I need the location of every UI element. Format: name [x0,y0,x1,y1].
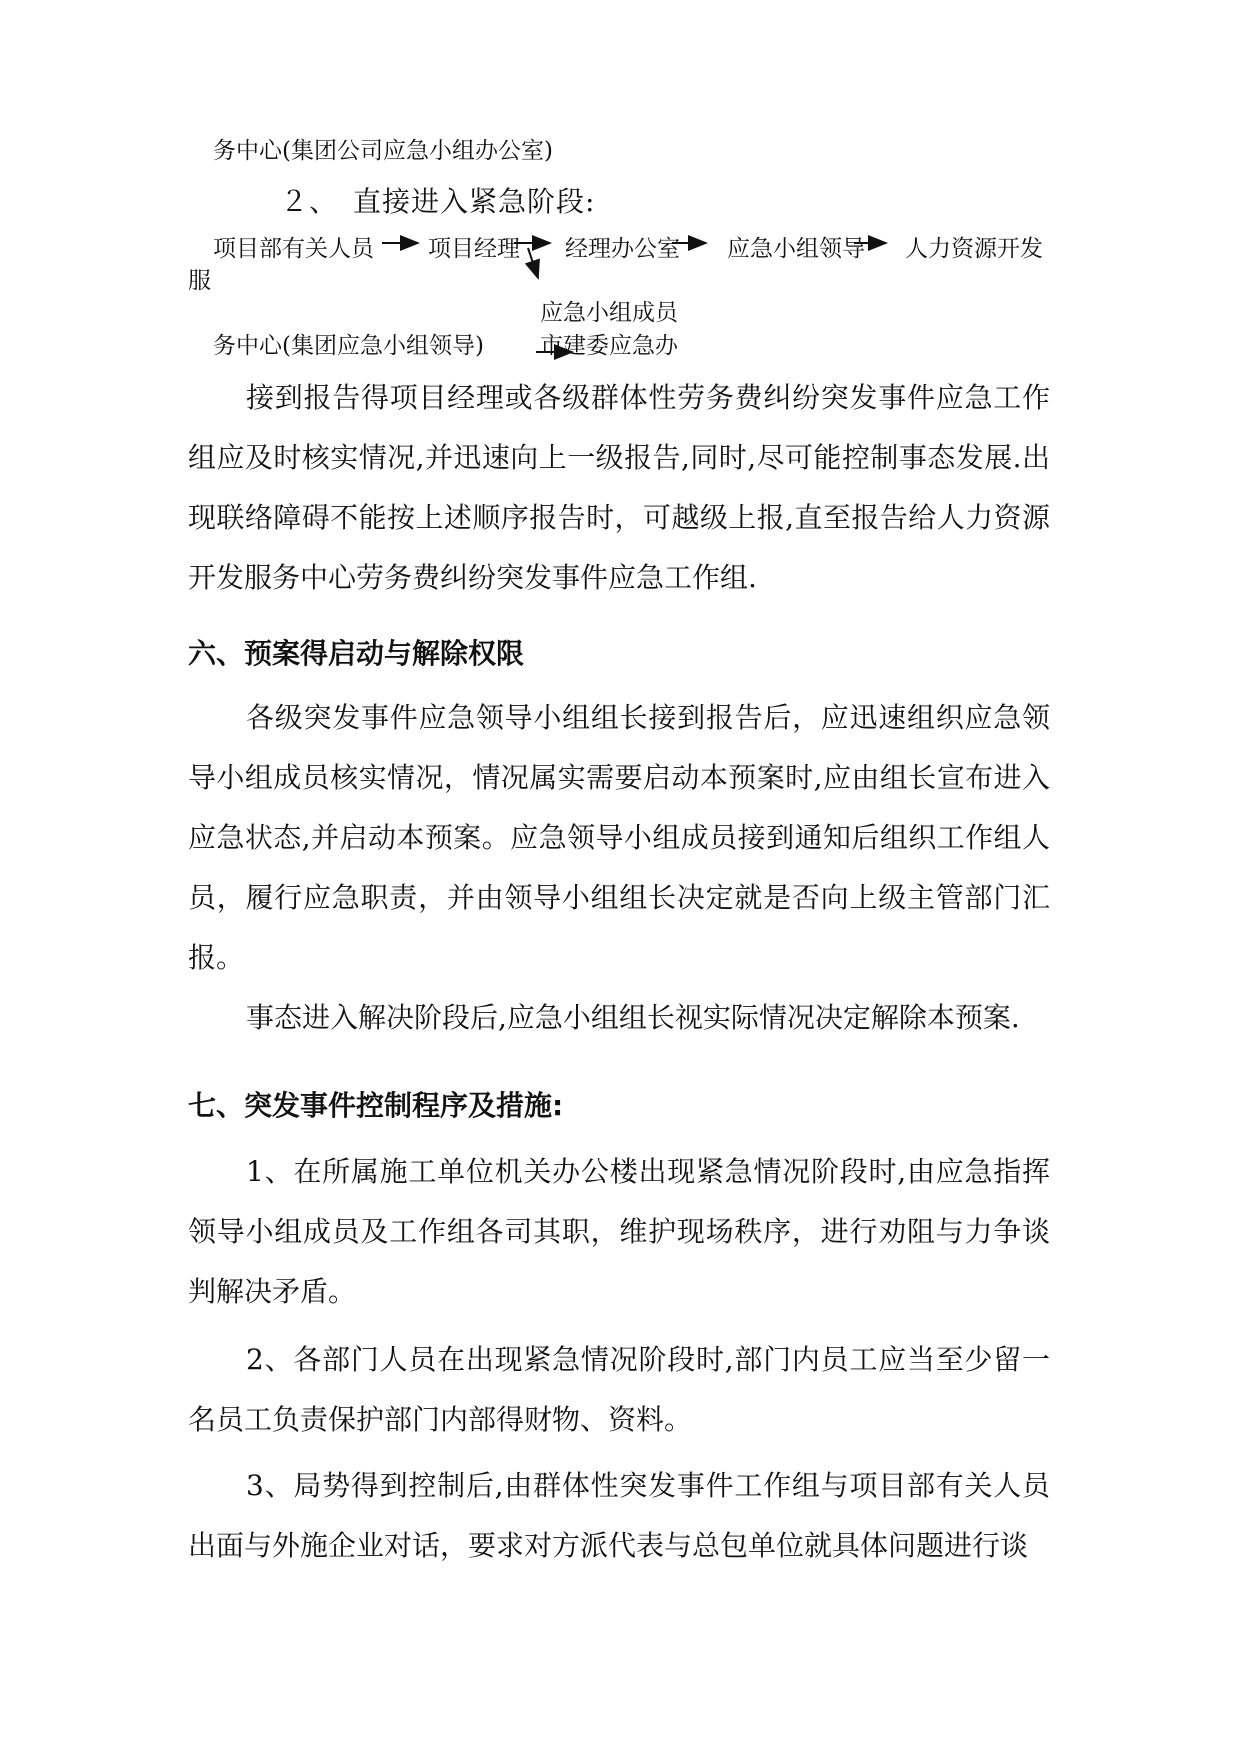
flow-node-emergency-members: 应急小组成员 [540,300,678,326]
step2-title: ２、 直接进入紧急阶段: [280,185,596,218]
flow-node-city-construction: 市建委应急办 [540,333,678,359]
flow-node-hr-dev-wrap: 服 [188,268,211,294]
flow-node-project-manager: 项目经理 [428,236,520,262]
section7-item2: 2、各部门人员在出现紧急情况阶段时,部门内员工应当至少留一名员工负责保护部门内部得财物、资料。 [188,1343,1050,1436]
section7-item1: 1、在所属施工单位机关办公楼出现紧急情况阶段时,由应急指挥领导小组成员及工作组各司其职，维护现场秩序，进行劝阻与力争谈判解决矛盾。 [188,1155,1050,1308]
flow1-tail-text: 务中心(集团公司应急小组办公室) [213,138,553,164]
report-paragraph: 接到报告得项目经理或各级群体性劳务费纠纷突发事件应急工作组应及时核实情况,并迅速向上一级报告,同时,尽可能控制事态发展.出现联络障碍不能按上述顺序报告时，可越级上报,直至报告给人力资源开发服务中心劳务费纠纷突发事件应急工作组. [188,381,1050,594]
section7-item3: 3、局势得到控制后,由群体性突发事件工作组与项目部有关人员出面与外施企业对话，要求对方派代表与总包单位就具体问题进行谈 [188,1469,1050,1562]
flow-node-manager-office: 经理办公室 [565,236,680,262]
section6-heading: 六、预案得启动与解除权限 [188,637,525,670]
flow-node-hr-dev: 人力资源开发 [905,236,1043,262]
section6-paragraph2: 事态进入解决阶段后,应急小组组长视实际情况决定解除本预案. [246,1001,1020,1034]
flow-node-project-staff: 项目部有关人员 [213,236,374,262]
section7-heading: 七、突发事件控制程序及措施: [188,1089,564,1122]
section6-paragraph1: 各级突发事件应急领导小组组长接到报告后，应迅速组织应急领导小组成员核实情况，情况属实需要启动本预案时,应由组长宣布进入应急状态,并启动本预案。应急领导小组成员接到通知后组织工作组人员，履行应急职责，并由领导小组组长决定就是否向上级主管部门汇报。 [188,701,1050,974]
flow-node-service-center: 务中心(集团应急小组领导) [213,333,484,359]
arrow-5 [528,248,538,278]
flow-node-emergency-leader: 应急小组领导 [727,236,865,262]
